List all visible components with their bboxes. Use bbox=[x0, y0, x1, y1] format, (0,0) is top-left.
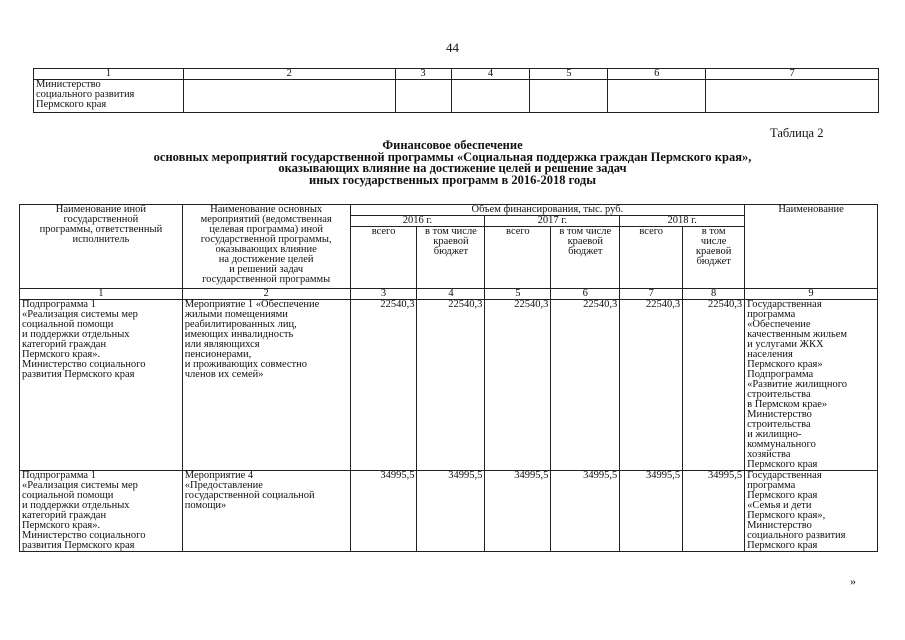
header-year-2017: 2017 г. bbox=[485, 216, 620, 227]
column-number: 7 bbox=[620, 289, 683, 300]
value-cell: 34995,5 bbox=[551, 471, 620, 552]
header-regional: в том числе краевой бюджет bbox=[683, 227, 745, 289]
column-number: 1 bbox=[20, 289, 183, 300]
table-label: Таблица 2 bbox=[770, 126, 824, 140]
top-col-number: 5 bbox=[530, 69, 608, 80]
value-cell: 22540,3 bbox=[551, 300, 620, 471]
column-number: 6 bbox=[551, 289, 620, 300]
column-number: 9 bbox=[745, 289, 878, 300]
header-row-1 bbox=[20, 205, 878, 216]
activity-cell: Мероприятие 4 «Предоставление государственной социальной помощи» bbox=[182, 471, 350, 552]
header-regional: в том числе краевой бюджет bbox=[417, 227, 485, 289]
activity-cell: Мероприятие 1 «Обеспечение жилыми помещениями реабилитированных лиц, имеющих инвалидность или являющихся пенсионерами, и проживающих совместно членов их семей» bbox=[182, 300, 350, 471]
top-table bbox=[33, 68, 879, 113]
closing-quote: » bbox=[850, 574, 856, 588]
top-col-number: 7 bbox=[706, 69, 879, 80]
column-number: 2 bbox=[182, 289, 350, 300]
document-title bbox=[0, 140, 905, 186]
column-number: 8 bbox=[683, 289, 745, 300]
top-col-number: 3 bbox=[395, 69, 451, 80]
top-col-number: 4 bbox=[451, 69, 530, 80]
program-cell: Подпрограмма 1 «Реализация системы мер социальной помощи и поддержки отдельных категорий граждан Пермского края». Министерство социального развития Пермского края bbox=[20, 300, 183, 471]
top-col-number: 2 bbox=[183, 69, 395, 80]
value-cell: 34995,5 bbox=[350, 471, 417, 552]
column-number: 4 bbox=[417, 289, 485, 300]
value-cell: 22540,3 bbox=[683, 300, 745, 471]
title-line: оказывающих влияние на достижение целей и решение задач bbox=[278, 161, 627, 175]
column-number: 3 bbox=[350, 289, 417, 300]
header-year-2016: 2016 г. bbox=[350, 216, 485, 227]
column-number-row bbox=[20, 289, 878, 300]
header-regional: в том числе краевой бюджет bbox=[551, 227, 620, 289]
header-activity: Наименование основных мероприятий (ведомственная целевая программа) иной государственной программы, оказывающих влияние на достижение целей и решений задач государственной программы bbox=[182, 205, 350, 289]
value-cell: 34995,5 bbox=[683, 471, 745, 552]
title-line: основных мероприятий государственной программы «Социальная поддержка граждан Пермского края», bbox=[153, 149, 752, 164]
header-total: всего bbox=[620, 227, 683, 289]
program-cell: Подпрограмма 1 «Реализация системы мер социальной помощи и поддержки отдельных категорий граждан Пермского края». Министерство социального развития Пермского края bbox=[20, 471, 183, 552]
value-cell: 34995,5 bbox=[620, 471, 683, 552]
value-cell: 22540,3 bbox=[620, 300, 683, 471]
value-cell: 34995,5 bbox=[417, 471, 485, 552]
value-cell: 34995,5 bbox=[485, 471, 551, 552]
table-row bbox=[20, 471, 878, 552]
name-cell: Государственная программа «Обеспечение качественным жильем и услугами ЖКХ населения Пермского края» Подпрограмма «Развитие жилищного строительства в Пермском крае» Министерство строительства и жилищно- коммунального хозяйства Пермского края bbox=[745, 300, 878, 471]
top-table-row bbox=[34, 80, 879, 113]
page-number: 44 bbox=[446, 40, 459, 55]
title-line: иных государственных программ в 2016-2018 годы bbox=[309, 172, 596, 187]
ministry-cell: Министерство социального развития Пермского края bbox=[34, 80, 184, 113]
header-funding: Объем финансирования, тыс. руб. bbox=[350, 205, 745, 216]
header-name: Наименование bbox=[745, 205, 878, 289]
top-col-number: 6 bbox=[608, 69, 706, 80]
table-row bbox=[20, 300, 878, 471]
header-total: всего bbox=[485, 227, 551, 289]
header-total: всего bbox=[350, 227, 417, 289]
name-cell: Государственная программа Пермского края «Семья и дети Пермского края», Министерство социального развития Пермского края bbox=[745, 471, 878, 552]
funding-table bbox=[19, 204, 878, 552]
column-number: 5 bbox=[485, 289, 551, 300]
top-table-header-row bbox=[34, 69, 879, 80]
value-cell: 22540,3 bbox=[350, 300, 417, 471]
header-year-2018: 2018 г. bbox=[620, 216, 745, 227]
value-cell: 22540,3 bbox=[417, 300, 485, 471]
header-program: Наименование иной государственной программы, ответственный исполнитель bbox=[20, 205, 183, 289]
top-col-number: 1 bbox=[34, 69, 184, 80]
value-cell: 22540,3 bbox=[485, 300, 551, 471]
title-line: Финансовое обеспечение bbox=[382, 138, 523, 152]
